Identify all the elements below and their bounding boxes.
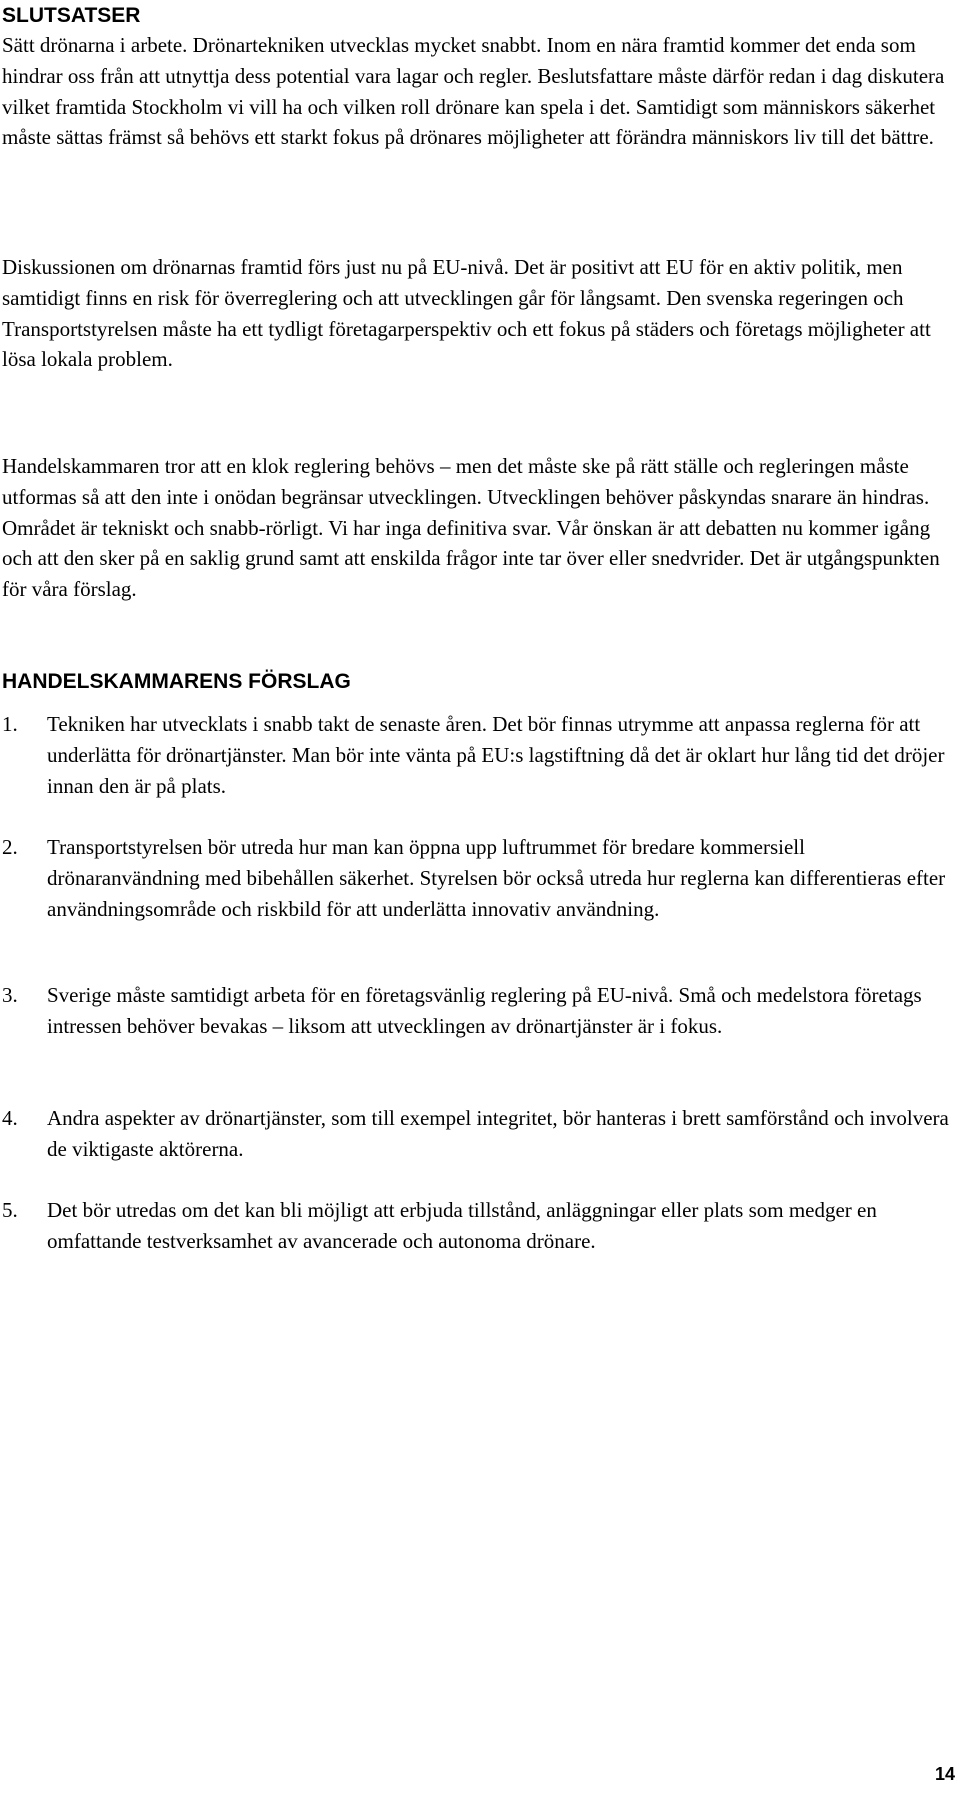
item-text: Andra aspekter av drönartjänster, som till exempel integritet, bör hanteras i brett samförstånd och involvera de viktigaste aktörerna.: [47, 1106, 949, 1161]
paragraph: Handelskammaren tror att en klok reglering behövs – men det måste ske på rätt ställe och regleringen måste utformas så att den inte i onödan begränsar utvecklingen. Utvecklingen behöver påskyndas snarare än hindras. Området är tekniskt och snabb-rörligt. Vi har inga definitiva svar. Vår önskan är att debatten nu kommer igång och att den sker på en saklig grund samt att enskilda frågor inte tar över eller snedvrider. Det är utgångspunkten för våra förslag.: [2, 454, 940, 602]
section-heading-slutsatser: SLUTSATSER: [2, 4, 141, 27]
item-text: Transportstyrelsen bör utreda hur man kan öppna upp luftrummet för bredare kommersiell drönaranvändning med bibehållen säkerhet. Styrelsen bör också utreda hur reglerna kan differentieras efter användningsområde och riskbild för att underlätta innovativ användning.: [47, 835, 946, 921]
proposal-item-2: [0, 832, 955, 924]
item-text: Tekniken har utvecklats i snabb takt de senaste åren. Det bör finnas utrymme att anpassa reglerna för att underlätta för drönartjänster. Man bör inte vänta på EU:s lagstiftning då det är oklart hur lång tid det dröjer innan den är på plats.: [47, 712, 945, 798]
item-text: Sverige måste samtidigt arbeta för en företagsvänlig reglering på EU-nivå. Små och medelstora företags intressen behöver bevakas – liksom att utvecklingen av drönartjänster är i fokus.: [47, 983, 922, 1038]
item-number: 5.: [2, 1198, 18, 1222]
proposal-item-3: [0, 980, 955, 1042]
paragraph: Sätt drönarna i arbete. Drönartekniken utvecklas mycket snabbt. Inom en nära framtid kommer det enda som hindrar oss från att utnyttja dess potential vara lagar och regler. Beslutsfattare måste därför redan i dag diskutera vilket framtida Stockholm vi vill ha och vilken roll drönare kan spela i det. Samtidigt som människors säkerhet måste sättas främst så behövs ett starkt fokus på drönares möjligheter att förändra människors liv till det bättre.: [2, 33, 945, 150]
item-text: Det bör utredas om det kan bli möjligt att erbjuda tillstånd, anläggningar eller plats som medger en omfattande testverksamhet av avancerade och autonoma drönare.: [47, 1198, 877, 1253]
paragraph: Diskussionen om drönarnas framtid förs just nu på EU-nivå. Det är positivt att EU för en aktiv politik, men samtidigt finns en risk för överreglering och att utvecklingen går för långsamt. Den svenska regeringen och Transportstyrelsen måste ha ett tydligt företagarperspektiv och ett fokus på städers och företags möjligheter att lösa lokala problem.: [2, 255, 931, 372]
section-heading-forslag: HANDELSKAMMARENS FÖRSLAG: [2, 670, 351, 693]
item-number: 1.: [2, 712, 18, 736]
item-number: 3.: [2, 983, 18, 1007]
proposal-item-5: [0, 1195, 955, 1257]
proposal-item-1: [0, 709, 955, 801]
proposal-item-4: [0, 1103, 955, 1165]
page-number: 14: [934, 1764, 955, 1784]
item-number: 4.: [2, 1106, 18, 1130]
item-number: 2.: [2, 835, 18, 859]
